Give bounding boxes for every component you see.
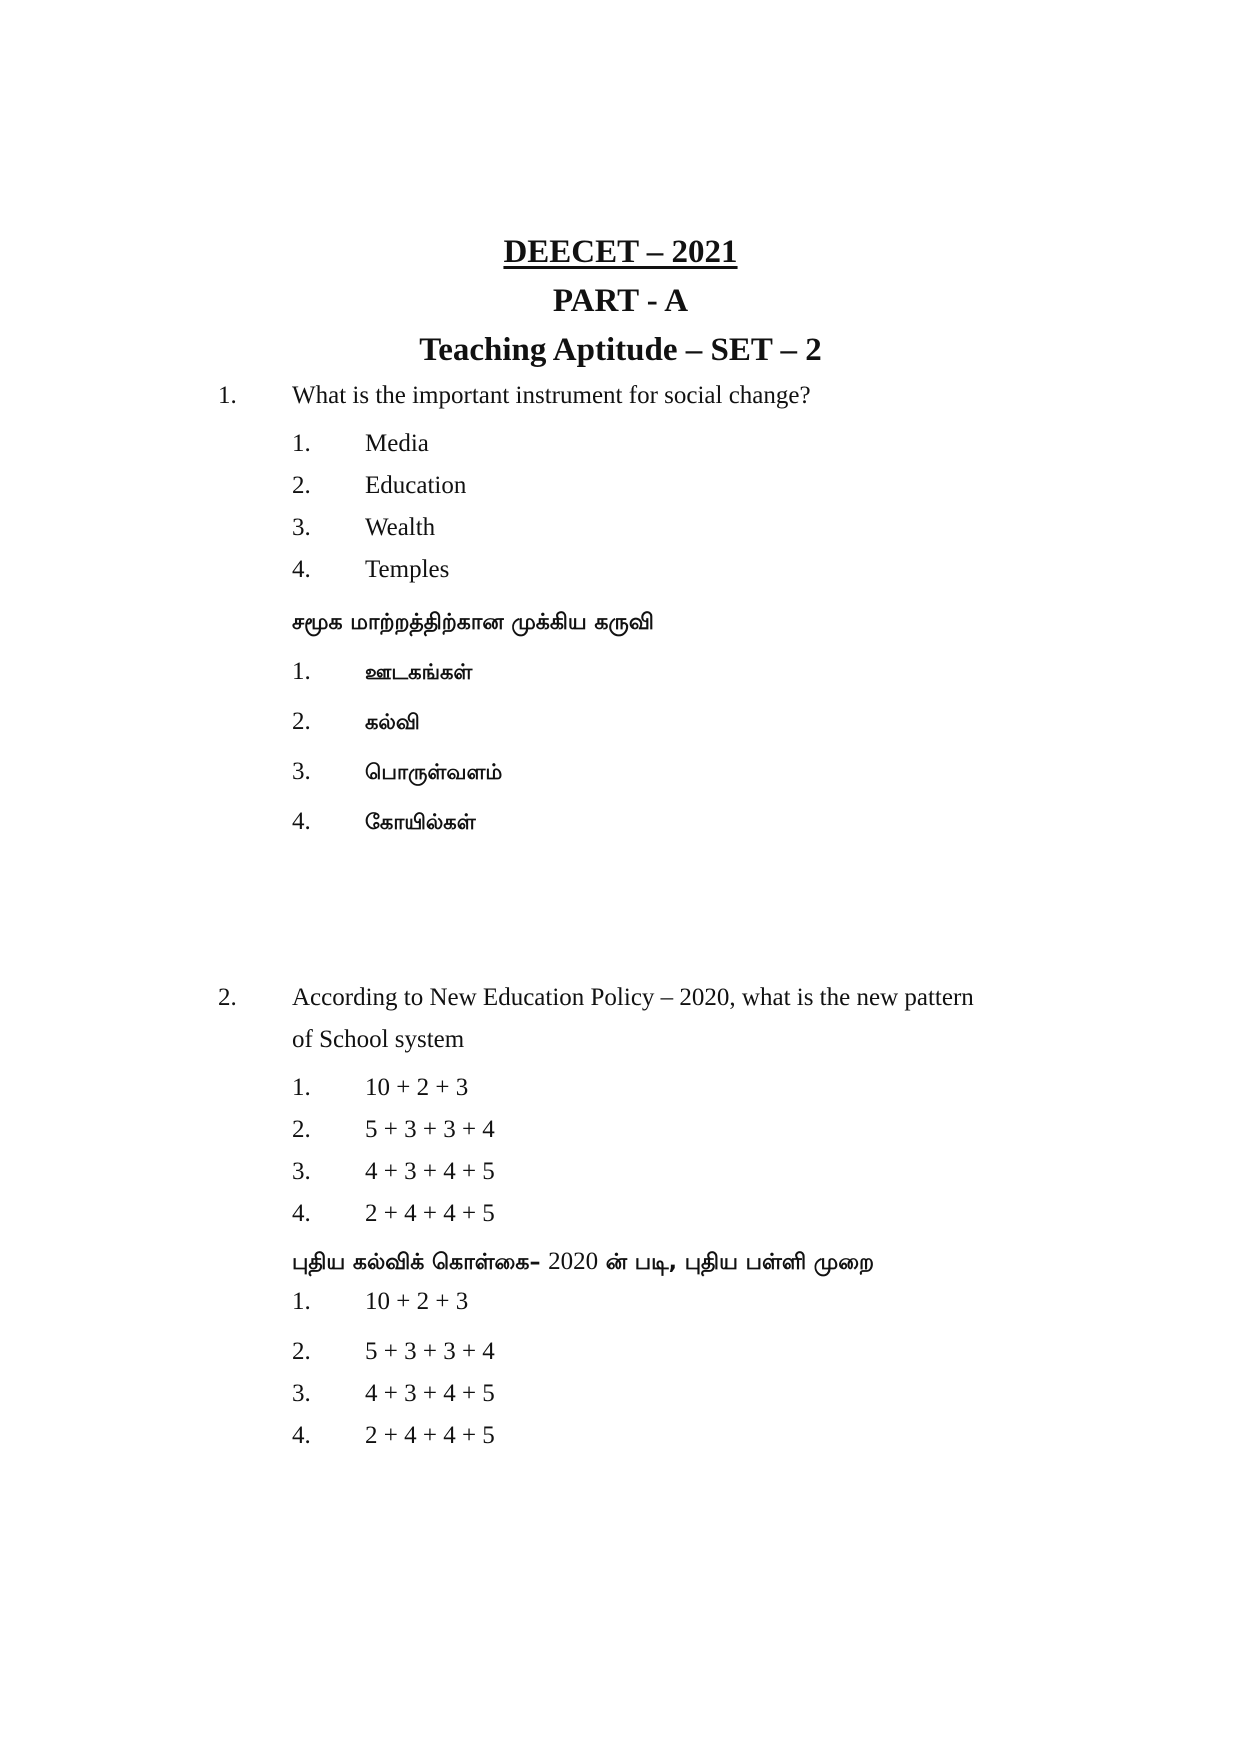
question-1-option-3: 3. Wealth [292,514,436,541]
exam-title: DEECET – 2021 [503,234,738,270]
question-2-tamil-text-part-2: ன் படி, புதிய பள்ளி முறை [605,1250,875,1275]
question-2-text-line-1: According to New Education Policy – 2020, what is the new pattern [292,984,974,1011]
question-2-option-3: 3. 4 + 3 + 4 + 5 [292,1158,495,1185]
question-1-tamil-option-4: 4. கோயில்கள் [292,808,476,835]
question-1-tamil-option-1: 1. ஊடகங்கள் [292,658,473,685]
question-2-number: 2. [218,984,237,1011]
question-2-tamil-text-part-1: புதிய கல்விக் கொள்கை– [292,1250,541,1275]
question-2-tamil-option-3: 3. 4 + 3 + 4 + 5 [292,1380,495,1407]
question-1-tamil-text: சமூக மாற்றத்திற்கான முக்கிய கருவி [292,610,654,635]
question-2-text-line-2: of School system [292,1026,465,1053]
question-2-option-1: 1. 10 + 2 + 3 [292,1074,469,1101]
part-title: PART - A [552,283,689,319]
question-1-option-1: 1. Media [292,430,429,457]
question-2-tamil-year: 2020 [548,1248,599,1275]
question-1-number: 1. [218,382,237,409]
question-2-tamil-option-2: 2. 5 + 3 + 3 + 4 [292,1338,495,1365]
question-2-tamil-option-4: 4. 2 + 4 + 4 + 5 [292,1422,495,1449]
question-1-option-4: 4. Temples [292,556,450,583]
question-1-text: What is the important instrument for social change? [292,382,811,409]
question-1-tamil-option-3: 3. பொருள்வளம் [292,758,503,785]
question-2-tamil-option-1: 1. 10 + 2 + 3 [292,1288,469,1315]
question-1-tamil-option-2: 2. கல்வி [292,708,420,735]
section-title: Teaching Aptitude – SET – 2 [419,332,822,368]
question-1-option-2: 2. Education [292,472,467,499]
question-2-tamil-text [292,1247,874,1278]
question-2-option-4: 4. 2 + 4 + 4 + 5 [292,1200,495,1227]
question-2-option-2: 2. 5 + 3 + 3 + 4 [292,1116,495,1143]
